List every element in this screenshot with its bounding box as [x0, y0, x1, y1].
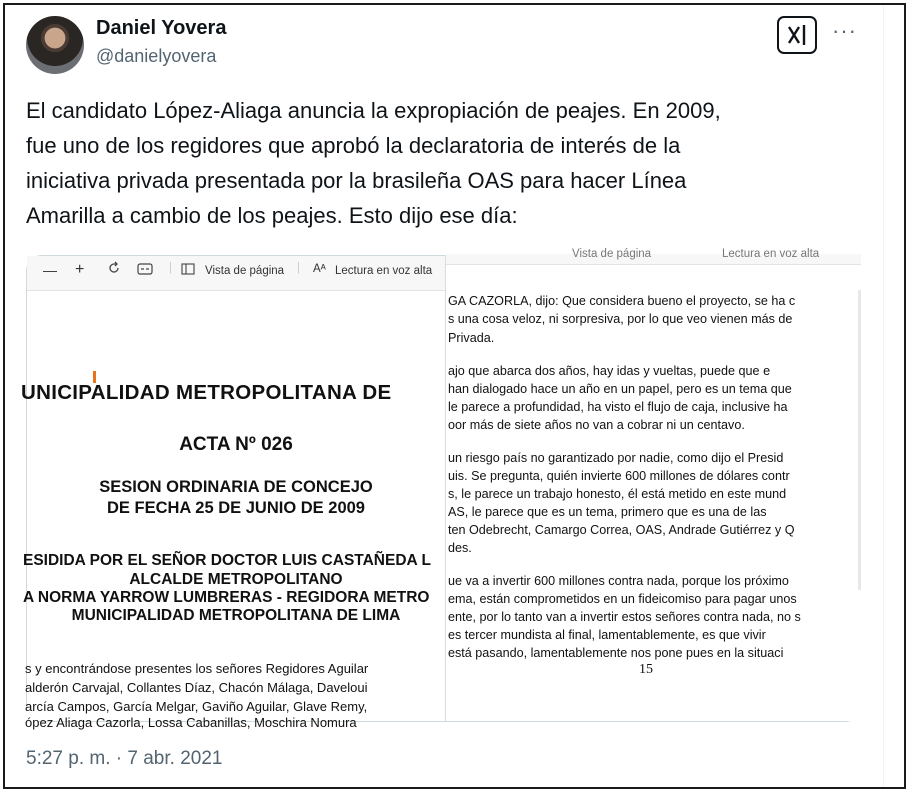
doc-body-line: han dialogado hace un año en un papel, pero es un tema que	[448, 382, 792, 396]
toolbar-separator: |	[297, 262, 300, 274]
doc-body-line: ue va a invertir 600 millones contra nada, porque los próximo	[448, 574, 789, 588]
doc-session-line-1: SESION ORDINARIA DE CONCEJO	[99, 478, 373, 496]
read-aloud-button: Lectura en voz alta	[722, 248, 820, 260]
tweet-timestamp[interactable]: 5:27 p. m. · 7 abr. 2021	[26, 748, 223, 769]
rotate-icon	[107, 261, 121, 278]
doc-body-line: s, le parece un trabajo honesto, él está metido en este mund	[448, 487, 787, 501]
page-view-icon	[181, 262, 195, 279]
doc-municipality-title: UNICIPALIDAD METROPOLITANA DE	[21, 381, 392, 404]
pdf-toolbar-left	[27, 256, 445, 291]
doc-body-line: ente, por lo tanto van a invertir estos señores contra nada, no s	[448, 610, 801, 624]
doc-body-line: oor más de siete años no van a cobrar ni un centavo.	[448, 418, 745, 432]
page-view-button: Vista de página	[205, 265, 285, 277]
doc-presided-line-3: A NORMA YARROW LUMBRERAS - REGIDORA METRO	[23, 589, 430, 606]
read-aloud-icon: Aᴬ	[313, 263, 326, 275]
scrollbar	[858, 290, 861, 590]
doc-body-line: arcía Campos, García Melgar, Gaviño Aguilar, Glave Remy,	[25, 699, 368, 714]
doc-body-line: ajo que abarca dos años, hay idas y vueltas, puede que e	[448, 364, 771, 378]
document-screenshot-right	[445, 248, 861, 721]
doc-body-line: alderón Carvajal, Collantes Díaz, Chacón Málaga, Daveloui	[25, 680, 368, 695]
doc-body-line: s y encontrándose presentes los señores Regidores Aguilar	[25, 661, 369, 676]
doc-body-line: ema, están comprometidos en un fideicomiso para pagar unos	[448, 592, 797, 606]
doc-session-line-2: DE FECHA 25 DE JUNIO DE 2009	[107, 499, 365, 517]
doc-body-line: ten Odebrecht, Camargo Correa, OAS, Andrade Gutiérrez y Q	[448, 523, 795, 537]
author-handle[interactable]: @danielyovera	[96, 46, 217, 66]
doc-body-line: uis. Se pregunta, quién invierte 600 millones de dólares contr	[448, 469, 790, 483]
doc-page-number: 15	[639, 662, 653, 677]
doc-presided-line-1: ESIDIDA POR EL SEÑOR DOCTOR LUIS CASTAÑEDA L	[23, 552, 431, 569]
doc-body-line: AS, le parece que es un tema, primero que es una de las	[448, 505, 767, 519]
doc-presided-line-4: MUNICIPALIDAD METROPOLITANA DE LIMA	[71, 607, 401, 624]
tweet-text: El candidato López-Aliaga anuncia la expropiación de peajes. En 2009, fue uno de los regidores que aprobó la declaratoria de interés de la iniciativa privada presentada por la brasileña OAS para hacer Línea Amarilla a cambio de los peajes. Esto dijo ese día:	[26, 98, 721, 228]
author-name[interactable]: Daniel Yovera	[96, 17, 227, 39]
zoom-in-icon: +	[75, 261, 85, 278]
doc-acta-number: ACTA Nº 026	[179, 434, 293, 455]
doc-body-line: un riesgo país no garantizado por nadie, como dijo el Presid	[448, 451, 784, 465]
doc-body-line: le parece a profundidad, ha visto el flujo de caja, inclusive ha	[448, 400, 788, 414]
timeline-divider	[883, 5, 884, 787]
doc-presided-line-2: ALCALDE METROPOLITANO	[129, 571, 343, 588]
tweet-media[interactable]	[21, 248, 861, 730]
doc-body-line: es tercer mundista al final, lamentablemente, es que vivir	[448, 628, 766, 642]
doc-body-line: Privada.	[448, 331, 495, 345]
fit-page-icon	[137, 263, 153, 278]
doc-body-line: GA CAZORLA, dijo: Que considera bueno el proyecto, se ha c	[448, 294, 796, 308]
toolbar-separator: |	[169, 262, 172, 274]
doc-body-line: des.	[448, 541, 472, 555]
pdf-toolbar-right	[446, 248, 861, 265]
doc-body-line: está pasando, lamentablemente nos pone pues en la situaci	[448, 646, 784, 660]
doc-body-line: s una cosa veloz, ni sorpresiva, por lo que veo vienen más de	[448, 312, 793, 326]
page-view-button: Vista de página	[572, 248, 652, 260]
doc-body-line: ópez Aliaga Cazorla, Lossa Cabanillas, Moschira Nomura	[25, 715, 357, 730]
grok-button[interactable]	[777, 16, 817, 54]
avatar[interactable]	[26, 16, 84, 74]
document-screenshot-left	[21, 256, 445, 730]
zoom-out-icon: —	[43, 262, 57, 278]
read-aloud-button: Lectura en voz alta	[335, 265, 433, 277]
more-options-icon[interactable]: ···	[832, 18, 857, 43]
grok-icon	[784, 22, 810, 48]
